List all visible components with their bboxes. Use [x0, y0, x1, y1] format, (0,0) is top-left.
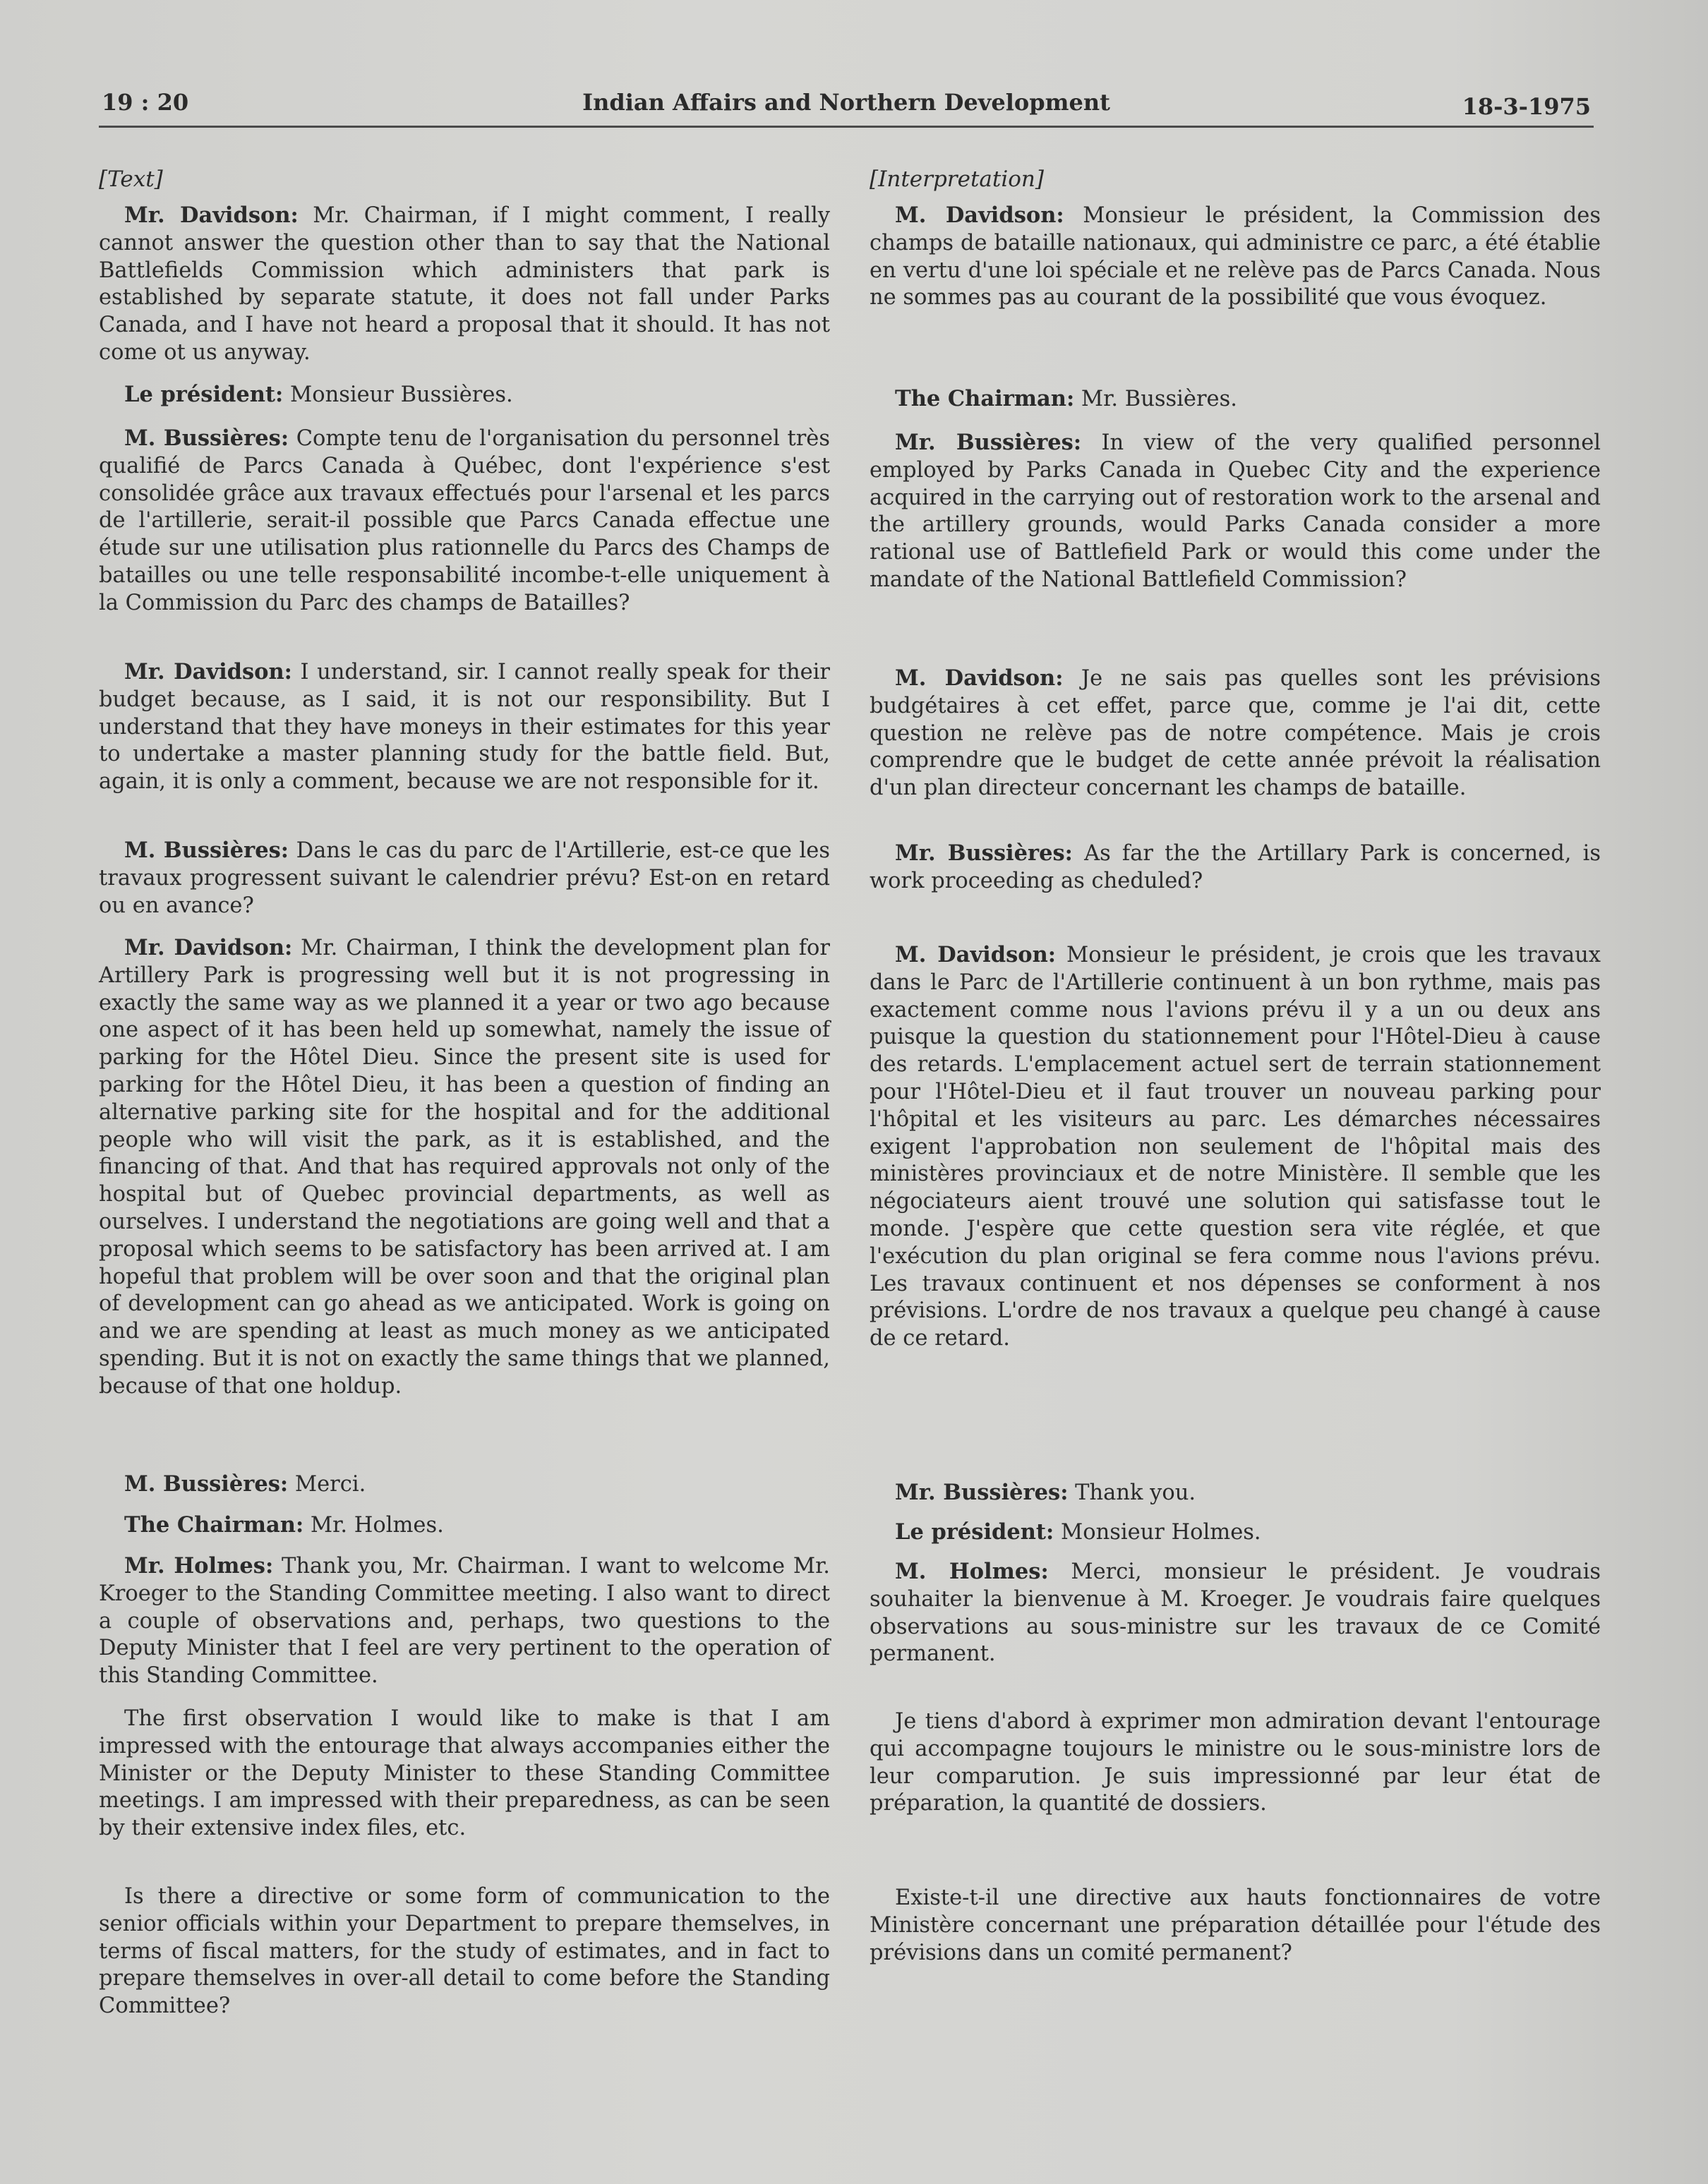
- column-label: [Interpretation]: [870, 167, 1045, 192]
- paragraph: The Chairman: Mr. Holmes.: [124, 1512, 444, 1538]
- paragraph: M. Bussières: Compte tenu de l'organisation du personnel très qualifié de Parcs Canada à Québec, dont l'expérience s'est consolidée grâce aux travaux effectués pour l'arsenal et les parcs de l'artillerie, serait-il possible que Parcs Canada effectue une étude sur une utilisation plus rationnelle du Parcs des Champs de batailles ou une telle responsabilité incombe-t-elle uniquement à la Commission du Parc des champs de Batailles?: [99, 426, 830, 615]
- paragraph: Existe-t-il une directive aux hauts fonctionnaires de votre Ministère concernant une préparation détaillée pour l'étude des prévisions dans un comité permanent?: [870, 1886, 1601, 1965]
- page-number: 19 : 20: [102, 89, 189, 116]
- paragraph: M. Davidson: Je ne sais pas quelles sont les prévisions budgétaires à cet effet, parce que, comme je l'ai dit, cette question ne relève pas de notre compétence. Mais je crois comprendre que le budget de cette année prévoit la réalisation d'un plan directeur concernant les champs de bataille.: [870, 665, 1601, 801]
- paragraph: M. Bussières: Dans le cas du parc de l'Artillerie, est-ce que les travaux progressent suivant le calendrier prévu? Est-on en retard ou en avance?: [99, 838, 830, 918]
- column-label: [Text]: [99, 167, 163, 192]
- paragraph: Mr. Bussières: As far the the Artillary Park is concerned, is work proceeding as cheduled?: [870, 840, 1601, 893]
- paragraph: Je tiens d'abord à exprimer mon admiration devant l'entourage qui accompagne toujours le ministre ou le sous-ministre lors de leur comparution. Je suis impressionné par leur état de préparation, la quantité de dossiers.: [870, 1709, 1601, 1816]
- paragraph: Le président: Monsieur Bussières.: [124, 382, 513, 407]
- paragraph: M. Bussières: Merci.: [124, 1471, 366, 1497]
- paragraph: Mr. Davidson: Mr. Chairman, if I might comment, I really cannot answer the question other than to say that the National Battlefields Commission which administers that park is established by separate statute, it does not fall under Parks Canada, and I have not heard a proposal that it should. It has not come ot us anyway.: [99, 203, 830, 365]
- running-title: Indian Affairs and Northern Development: [582, 89, 1110, 116]
- paragraph: M. Holmes: Merci, monsieur le président. Je voudrais souhaiter la bienvenue à M. Kroeger. Je voudrais faire quelques observations au sous-ministre sur les travaux de ce Comité permanent.: [870, 1559, 1601, 1667]
- paragraph: The Chairman: Mr. Bussières.: [895, 386, 1237, 411]
- paragraph: Is there a directive or some form of communication to the senior officials within your Department to prepare themselves, in terms of fiscal matters, for the study of estimates, and in fact to prepare themselves in over-all detail to come before the Standing Committee?: [99, 1884, 830, 2019]
- paragraph: Le président: Monsieur Holmes.: [895, 1519, 1261, 1545]
- paragraph: Mr. Bussières: Thank you.: [895, 1480, 1196, 1505]
- paragraph: Mr. Holmes: Thank you, Mr. Chairman. I want to welcome Mr. Kroeger to the Standing Committee meeting. I also want to direct a couple of observations and, perhaps, two questions to the Deputy Minister that I feel are very pertinent to the operation of this Standing Committee.: [99, 1553, 830, 1689]
- paragraph: Mr. Davidson: I understand, sir. I cannot really speak for their budget because, as I said, it is not our responsibility. But I understand that they have moneys in their estimates for this year to undertake a master planning study for the battle field. But, again, it is only a comment, because we are not responsible for it.: [99, 659, 830, 795]
- paragraph: The first observation I would like to make is that I am impressed with the entourage that always accompanies either the Minister or the Deputy Minister to these Standing Committee meetings. I am impressed with their preparedness, as can be seen by their extensive index files, etc.: [99, 1706, 830, 1841]
- page-header: [99, 83, 1594, 128]
- paragraph: Mr. Davidson: Mr. Chairman, I think the development plan for Artillery Park is progressing well but it is not progressing in exactly the same way as we planned it a year or two ago because one aspect of it has been held up somewhat, namely the issue of parking for the Hôtel Dieu. Since the present site is used for parking for the Hôtel Dieu, it has been a question of finding an alternative parking site for the hospital and for the additional people who will visit the park, as it is established, and the financing of that. And that has required approvals not only of the hospital but of Quebec provincial departments, as well as ourselves. I understand the negotiations are going well and that a proposal which seems to be satisfactory has been arrived at. I am hopeful that problem will be over soon and that the original plan of development can go ahead as we anticipated. Work is going on and we are spending at least as much money as we anticipated spending. But it is not on exactly the same things that we planned, because of that one holdup.: [99, 935, 831, 1399]
- header-date: 18-3-1975: [1462, 93, 1591, 120]
- paragraph: M. Davidson: Monsieur le président, la Commission des champs de bataille nationaux, qui administre ce parc, a été établie en vertu d'une loi spéciale et ne relève pas de Parcs Canada. Nous ne sommes pas au courant de la possibilité que vous évoquez.: [870, 203, 1601, 310]
- paragraph: M. Davidson: Monsieur le président, je crois que les travaux dans le Parc de l'Artillerie continuent à un bon rythme, mais pas exactement comme nous l'avions prévu il y a un ou deux ans puisque la question du stationnement pour l'Hôtel-Dieu à cause des retards. L'emplacement actuel sert de terrain stationnement pour l'Hôtel-Dieu et il faut trouver un nouveau parking pour l'hôpital et les visiteurs au parc. Les démarches nécessaires exigent l'approbation non seulement de l'hôpital mais des ministères provinciaux et de notre Ministère. Il semble que les négociateurs aient trouvé une solution qui satisfasse tout le monde. J'espère que cette question sera vite réglée, et que l'exécution du plan original se fera comme nous l'avions prévu. Les travaux continuent et nos dépenses se conforment à nos prévisions. L'ordre de nos travaux a quelque peu changé à cause de ce retard.: [870, 942, 1601, 1351]
- paragraph: Mr. Bussières: In view of the very qualified personnel employed by Parks Canada in Quebec City and the experience acquired in the carrying out of restoration work to the arsenal and the artillery grounds, would Parks Canada consider a more rational use of Battlefield Park or would this come under the mandate of the National Battlefield Commission?: [870, 430, 1601, 592]
